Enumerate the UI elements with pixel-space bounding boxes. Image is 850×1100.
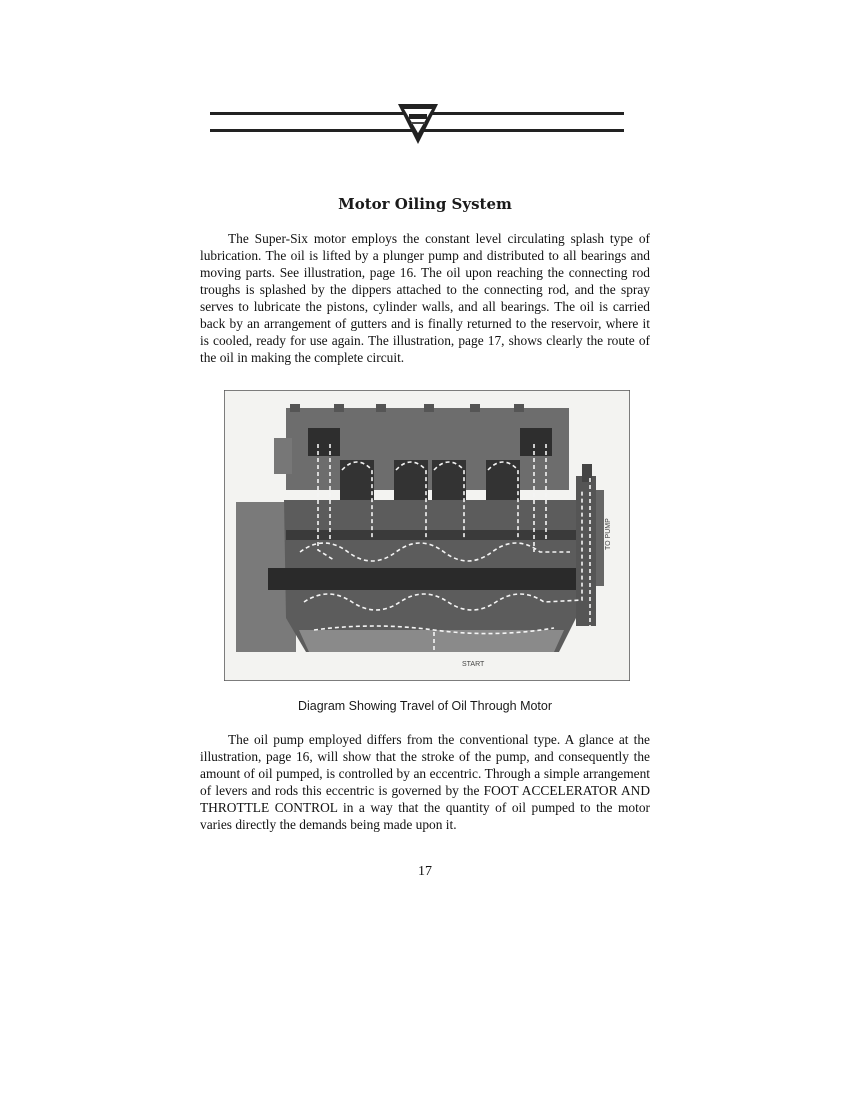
- start-label: START: [462, 661, 485, 668]
- body-paragraph-1: The Super-Six motor employs the constant level circulating splash type of lubrication. The oil is lifted by a plunger pump and distributed to all bearings and moving parts. See illustration, page 16. The oil upon reaching the connecting rod troughs is splashed by the dippers attached to the connecting rod, and the spray serves to lubricate the pistons, cylinder walls, and all bearings. The oil is carried back by an arrangement of gutters and is finally returned to the reservoir, where it is cooled, ready for use again. The illustration, page 17, shows clearly the route of the oil in making the complete circuit.: [200, 231, 650, 365]
- page-title: Motor Oiling System: [338, 195, 512, 213]
- body-paragraph-2: The oil pump employed differs from the conventional type. A glance at the illustration, page 16, will show that the stroke of the pump, and consequently the amount of oil pumped, is controlled by an eccentric. Through a simple arrangement of levers and rods this eccentric is governed by the FOOT ACCELERATOR AND THROTTLE CONTROL in a way that the quantity of oil pumped to the motor varies directly the demands being made upon it.: [200, 732, 650, 832]
- oil-circuit-diagram: [224, 390, 630, 681]
- figure-caption: Diagram Showing Travel of Oil Through Motor: [297, 699, 553, 713]
- page-number: 17: [418, 864, 432, 879]
- header-rule-ornament: [210, 100, 624, 150]
- to-pump-label: TO PUMP: [605, 518, 612, 550]
